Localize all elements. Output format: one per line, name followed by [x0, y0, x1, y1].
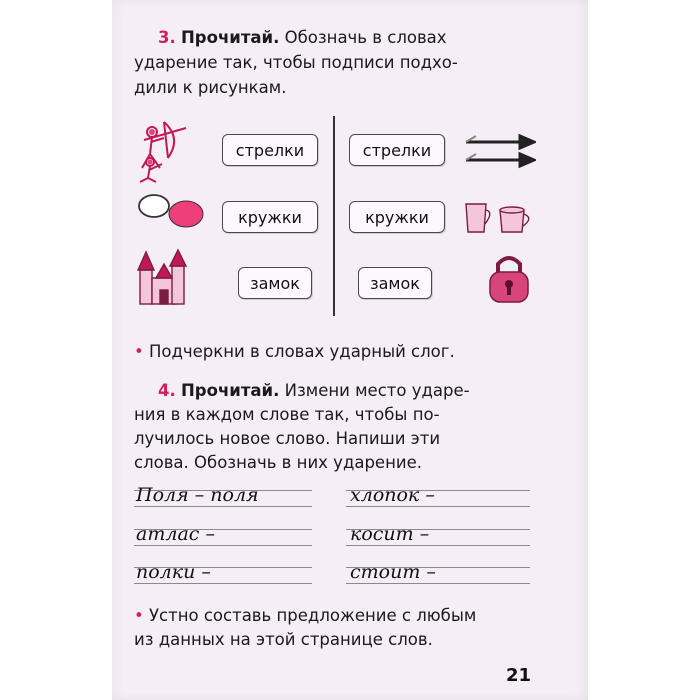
word-box-left-kruzhki: кружки [222, 201, 318, 233]
bullet-underline-text: Подчеркни в словах ударный слог. [148, 342, 455, 361]
bullet-compose-line1 [134, 606, 476, 625]
bullet-dot: • [134, 606, 144, 625]
mugs-picture [462, 196, 538, 236]
arrows-picture [464, 132, 536, 172]
writing-line [346, 583, 530, 584]
page-number: 21 [506, 665, 532, 686]
task4-line3: лучилось новое слово. Напиши эти [134, 429, 441, 448]
writing-line [134, 583, 312, 584]
task3-verb: Прочитай. [181, 28, 280, 47]
bullet-compose-text1: Устно составь предложение с любым [148, 606, 477, 625]
handwritten-word: атлас – [136, 523, 215, 545]
task4-line1 [158, 381, 470, 400]
task4-line1-rest: Измени место ударе- [284, 381, 470, 400]
circles-picture [134, 192, 210, 232]
bullet-dot: • [134, 342, 144, 361]
task3-line1-rest: Обозначь в словах [284, 28, 447, 47]
handwritten-word: хлопок – [350, 484, 435, 506]
handwritten-word: полки – [136, 561, 211, 583]
task3-number: 3. [158, 28, 176, 47]
bullet-underline [134, 342, 455, 361]
writing-line [134, 545, 312, 546]
castle-picture [134, 248, 192, 308]
word-box-left-zamok: замок [238, 267, 312, 299]
writing-line [346, 506, 530, 507]
word-box-right-kruzhki: кружки [349, 201, 445, 233]
task4-line2: ния в каждом слове так, чтобы по- [134, 405, 440, 424]
column-divider [333, 116, 335, 316]
writing-line [346, 545, 530, 546]
word-box-left-strelki: стрелки [222, 134, 318, 166]
task4-line4: слова. Обозначь в них ударение. [134, 453, 422, 472]
archers-picture [134, 118, 192, 184]
task3-line2: ударение так, чтобы подписи подхо- [134, 53, 458, 72]
bullet-compose-line2: из данных на этой странице слов. [134, 630, 433, 649]
padlock-picture [484, 250, 534, 306]
handwritten-word: косит – [350, 523, 430, 545]
task4-number: 4. [158, 381, 176, 400]
handwritten-word: Поля – поля [136, 484, 259, 506]
handwritten-word: стоит – [350, 561, 436, 583]
word-box-right-strelki: стрелки [349, 134, 445, 166]
task4-verb: Прочитай. [181, 381, 280, 400]
word-box-right-zamok: замок [358, 267, 432, 299]
task3-line1 [158, 28, 447, 47]
writing-line [134, 506, 312, 507]
task3-line3: дили к рисункам. [134, 78, 287, 97]
